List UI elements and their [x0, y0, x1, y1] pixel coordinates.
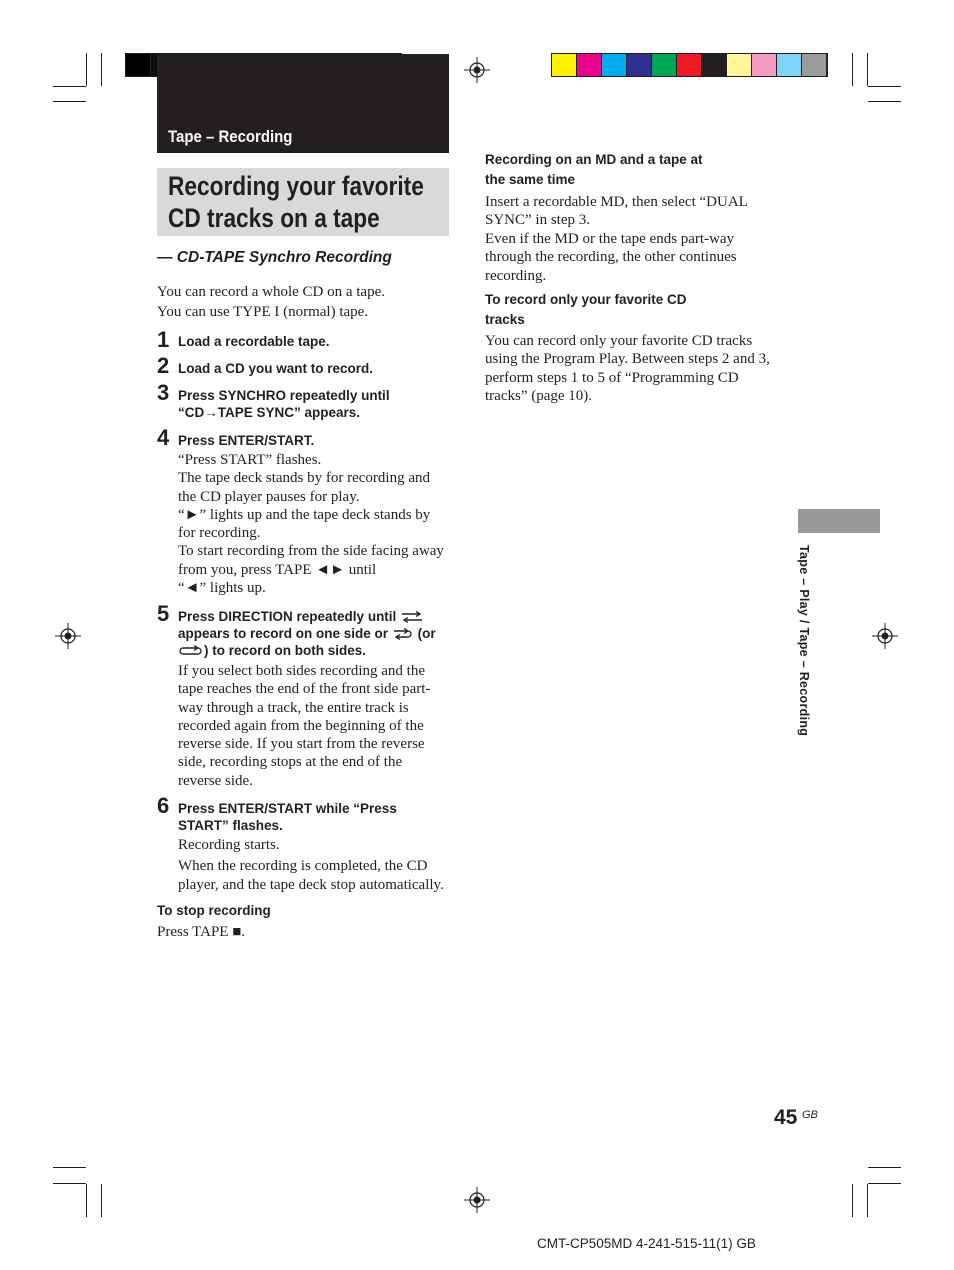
step-heading [178, 800, 397, 834]
crop-mark [868, 1167, 901, 1168]
favorite-tracks-body-line: You can record only your favorite CD tracks [485, 333, 753, 349]
section-label: Tape – Recording [168, 127, 293, 146]
color-swatch [752, 54, 776, 76]
favorite-tracks-body-line: using the Program Play. Between steps 2 and 3, [485, 351, 770, 368]
crop-mark [852, 53, 853, 86]
crop-mark [852, 1184, 853, 1217]
stop-recording-heading: To stop recording [157, 903, 271, 918]
md-tape-body-line: Insert a recordable MD, then select “DUAL [485, 194, 748, 210]
step-body-line: “►” lights up and the tape deck stands by [178, 506, 431, 523]
crop-mark [53, 1167, 86, 1168]
step-heading-text: appears to record on one side or [178, 626, 389, 641]
crop-mark [868, 86, 901, 87]
intro-line: You can record a whole CD on a tape. [157, 284, 385, 300]
md-tape-body-line: SYNC” in step 3. [485, 212, 590, 229]
crop-mark [86, 53, 87, 86]
step-heading-line: “CD→TAPE SYNC” appears. [178, 405, 361, 420]
crop-mark [867, 1184, 868, 1217]
step-heading [178, 387, 390, 421]
color-swatch [552, 54, 576, 76]
crop-mark [101, 53, 102, 86]
step-heading: Load a recordable tape. [178, 334, 330, 349]
step-heading [178, 608, 458, 659]
step-body [178, 836, 458, 894]
crop-mark [868, 1183, 901, 1184]
page-number: 45 [774, 1106, 798, 1129]
favorite-tracks-heading [485, 290, 687, 330]
step-body-line: If you select both sides recording and the [178, 663, 426, 679]
crop-mark [868, 101, 901, 102]
md-tape-heading [485, 150, 703, 190]
registration-mark-icon [872, 623, 898, 649]
step-heading-line [178, 625, 458, 642]
step-body-line: To start recording from the side facing away [178, 543, 444, 560]
step-heading-line [178, 608, 458, 625]
color-swatch [627, 54, 651, 76]
intro-line: You can use TYPE I (normal) tape. [157, 304, 369, 321]
registration-mark-icon [464, 1187, 490, 1213]
crop-mark [53, 86, 86, 87]
intro-text [157, 283, 385, 322]
step-body-line: from you, press TAPE ◄► until [178, 561, 377, 578]
color-swatch [777, 54, 801, 76]
crop-mark [86, 1184, 87, 1217]
page-title [168, 170, 424, 234]
step-body [178, 451, 458, 597]
step-heading: Load a CD you want to record. [178, 361, 374, 376]
page-title-box [157, 168, 449, 236]
md-tape-body-line: Even if the MD or the tape ends part-way [485, 230, 735, 247]
crop-mark [53, 101, 86, 102]
favorite-tracks-body-line: tracks” (page 10). [485, 388, 593, 405]
favorite-tracks-body-line: perform steps 1 to 5 of “Programming CD [485, 369, 739, 386]
step-heading-text: (or [417, 626, 436, 641]
step-heading-line: Press SYNCHRO repeatedly until [178, 388, 390, 403]
step-number: 4 [157, 425, 170, 450]
step-heading-line [178, 642, 458, 659]
relay-direction-icon [178, 645, 204, 657]
stop-recording-body: Press TAPE ■. [157, 924, 246, 940]
color-calibration-bar [551, 53, 828, 77]
favorite-tracks-body [485, 332, 770, 406]
color-swatch [126, 54, 150, 76]
step-body-line: When the recording is completed, the CD [178, 858, 428, 875]
step-body-line: The tape deck stands by for recording and [178, 470, 430, 487]
step-heading-line: Press ENTER/START while “Press [178, 801, 397, 816]
step-body-line: player, and the tape deck stop automatically. [178, 876, 444, 893]
color-swatch [727, 54, 751, 76]
step-heading-text: ) to record on both sides. [204, 643, 367, 658]
step-number: 2 [157, 353, 170, 378]
step-body-line: for recording. [178, 525, 261, 542]
registration-mark-icon [55, 623, 81, 649]
color-swatch [702, 54, 726, 76]
crop-mark [101, 1184, 102, 1217]
color-swatch [802, 54, 826, 76]
page-subtitle: — CD-TAPE Synchro Recording [157, 249, 392, 266]
step-body-line: way through a track, the entire track is [178, 699, 409, 716]
md-tape-heading-line: the same time [485, 172, 576, 187]
step-body-line: tape reaches the end of the front side part- [178, 681, 431, 698]
favorite-tracks-heading-line: tracks [485, 312, 525, 327]
step-body-line: “Press START” flashes. [178, 452, 322, 468]
md-tape-body-line: recording. [485, 267, 547, 284]
step-number: 5 [157, 601, 170, 626]
md-tape-body-line: through the recording, the other continues [485, 249, 737, 266]
section-header [157, 54, 449, 153]
step-body-line: reverse side. [178, 772, 253, 789]
footer-model-code: CMT-CP505MD 4-241-515-11(1) GB [537, 1236, 756, 1251]
step-heading: Press ENTER/START. [178, 433, 315, 448]
step-body-line: side, recording stops at the end of the [178, 754, 403, 771]
registration-mark-icon [464, 57, 490, 83]
page-number-suffix: GB [802, 1109, 818, 1121]
step-body-line: reverse side. If you start from the reverse [178, 736, 425, 753]
step-body-line: Recording starts. [178, 837, 280, 853]
step-heading-text: Press DIRECTION repeatedly until [178, 609, 397, 624]
side-tab-label: Tape – Play / Tape – Recording [797, 545, 811, 737]
md-tape-body [485, 193, 748, 285]
step-body-line: the CD player pauses for play. [178, 488, 360, 505]
color-swatch [652, 54, 676, 76]
page-title-line: Recording your favorite [168, 171, 424, 201]
color-swatch [577, 54, 601, 76]
color-swatch [677, 54, 701, 76]
one-side-direction-icon [400, 611, 424, 623]
step-body [178, 662, 458, 790]
favorite-tracks-heading-line: To record only your favorite CD [485, 292, 687, 307]
step-number: 3 [157, 380, 170, 405]
step-body-line: “◄” lights up. [178, 580, 266, 597]
page-title-line: CD tracks on a tape [168, 203, 380, 233]
step-body-line: recorded again from the beginning of the [178, 717, 424, 734]
md-tape-heading-line: Recording on an MD and a tape at [485, 152, 703, 167]
step-heading-line: START” flashes. [178, 818, 283, 833]
both-sides-direction-icon [392, 628, 414, 640]
side-tab-marker [798, 509, 880, 533]
color-swatch [602, 54, 626, 76]
step-number: 1 [157, 327, 170, 352]
crop-mark [867, 53, 868, 86]
step-number: 6 [157, 793, 170, 818]
crop-mark [53, 1183, 86, 1184]
